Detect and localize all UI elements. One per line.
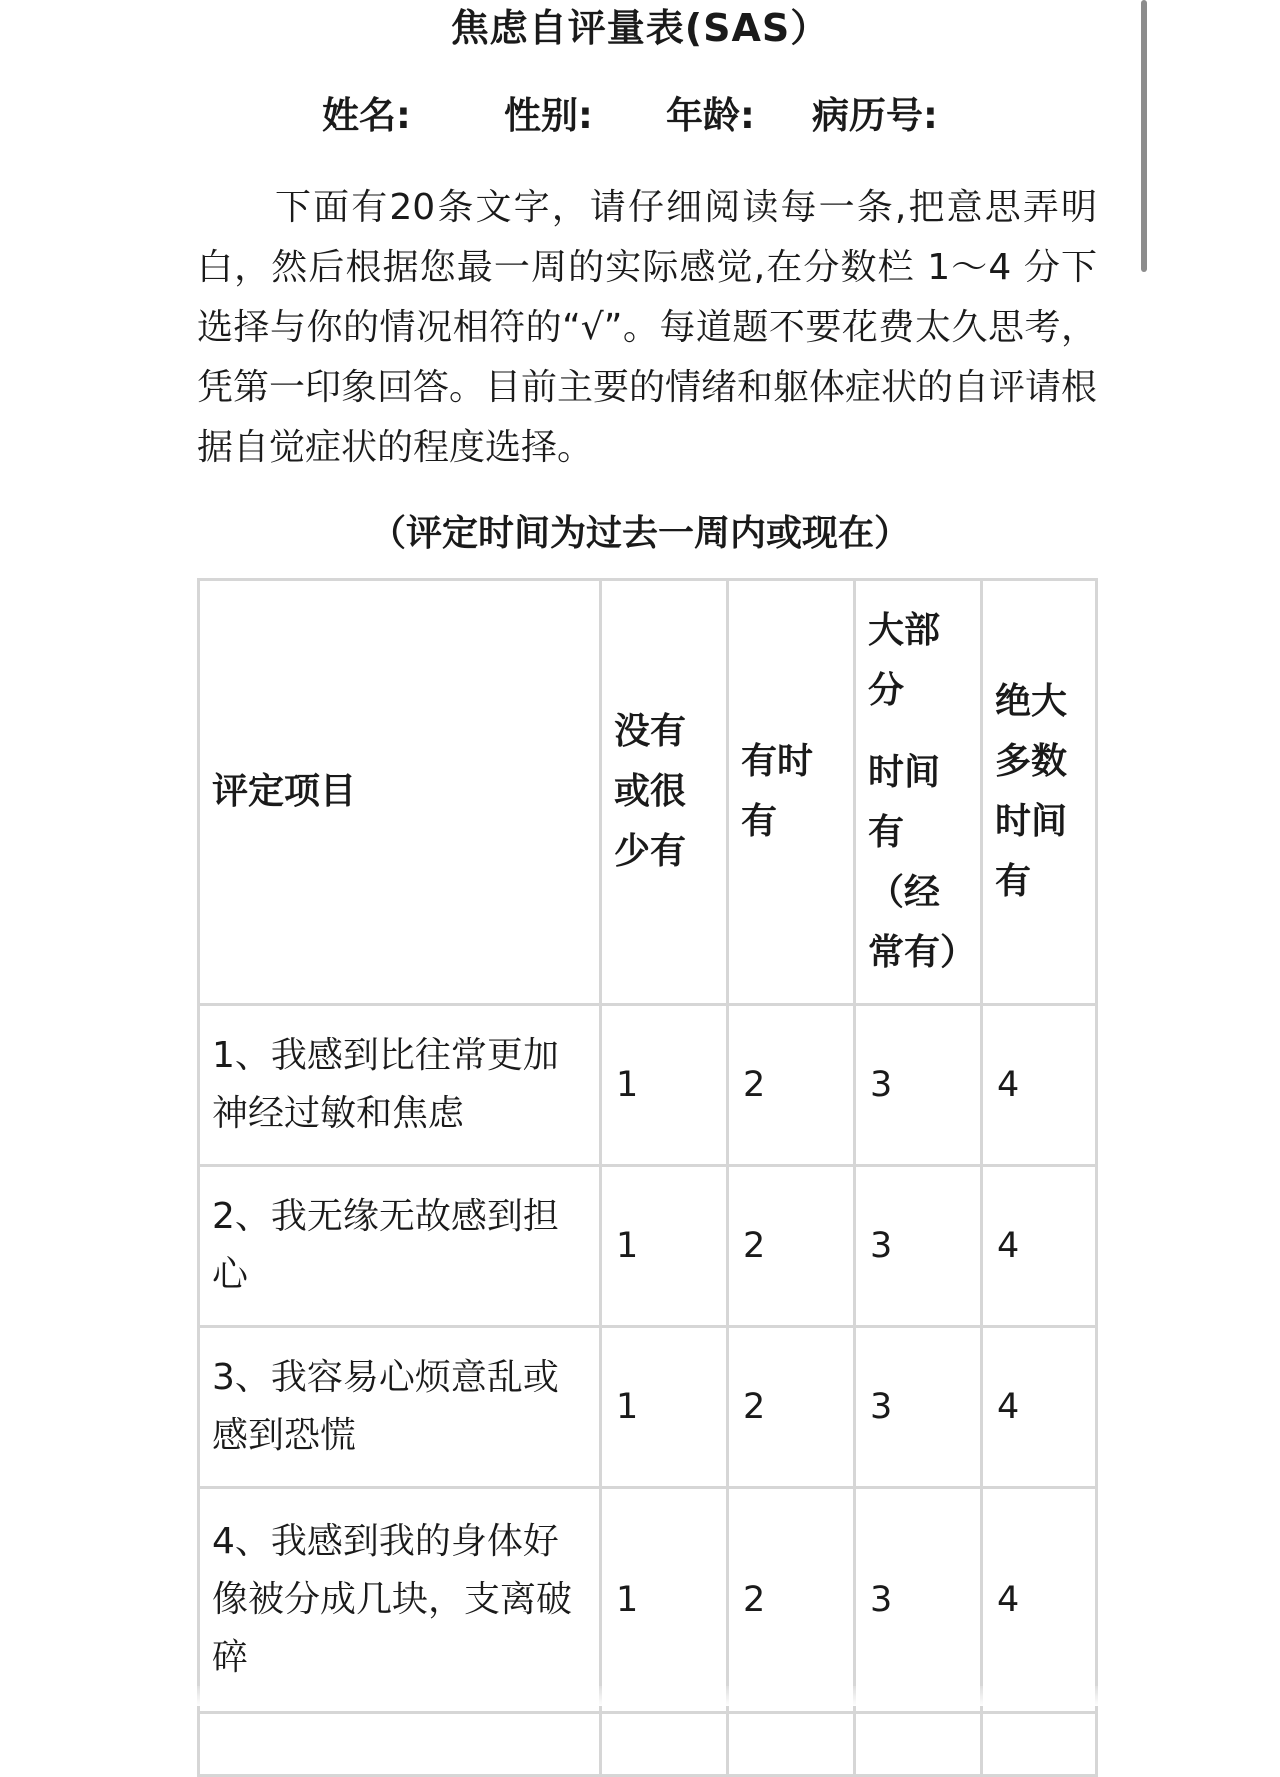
score-option-2[interactable]: 2 <box>728 1488 855 1713</box>
assessment-period-note: （评定时间为过去一周内或现在） <box>369 513 910 554</box>
table-row <box>199 1327 1097 1488</box>
item-text: 3、我容易心烦意乱或感到恐慌 <box>199 1327 601 1488</box>
score-option-3[interactable]: 3 <box>855 1488 982 1713</box>
record-number-field-label: 病历号: <box>812 94 938 137</box>
score-option-3[interactable]: 3 <box>855 1005 982 1166</box>
score-cell-partial <box>601 1713 728 1776</box>
age-field-label: 年龄: <box>666 94 755 137</box>
score-cell-partial <box>855 1713 982 1776</box>
vertical-scrollbar[interactable] <box>1141 0 1147 272</box>
header-item: 评定项目 <box>199 580 601 1005</box>
score-option-4[interactable]: 4 <box>982 1327 1097 1488</box>
score-option-1[interactable]: 1 <box>601 1005 728 1166</box>
header-none-or-rarely: 没有或很少有 <box>601 580 728 1005</box>
header-often-line2: 时间有（经常有） <box>868 752 977 973</box>
score-option-4[interactable]: 4 <box>982 1488 1097 1713</box>
score-cell-partial <box>982 1713 1097 1776</box>
table-row-partial <box>199 1713 1097 1776</box>
score-option-2[interactable]: 2 <box>728 1005 855 1166</box>
header-often-line1: 大部分 <box>868 610 941 711</box>
table-row <box>199 1166 1097 1327</box>
score-option-3[interactable]: 3 <box>855 1327 982 1488</box>
score-option-1[interactable]: 1 <box>601 1166 728 1327</box>
item-text: 4、我感到我的身体好像被分成几块，支离破碎 <box>199 1488 601 1713</box>
page-title: 焦虑自评量表(SAS） <box>450 6 830 50</box>
score-option-2[interactable]: 2 <box>728 1327 855 1488</box>
item-text: 1、我感到比往常更加神经过敏和焦虑 <box>199 1005 601 1166</box>
item-text: 2、我无缘无故感到担心 <box>199 1166 601 1327</box>
patient-info-line <box>0 88 1280 144</box>
header-sometimes: 有时有 <box>728 580 855 1005</box>
header-often <box>855 580 982 1005</box>
gender-field-label: 性别: <box>504 94 593 137</box>
score-option-1[interactable]: 1 <box>601 1488 728 1713</box>
table-row <box>199 1005 1097 1166</box>
score-option-4[interactable]: 4 <box>982 1005 1097 1166</box>
item-text-partial <box>199 1713 601 1776</box>
score-option-4[interactable]: 4 <box>982 1166 1097 1327</box>
score-option-3[interactable]: 3 <box>855 1166 982 1327</box>
name-field-label: 姓名: <box>322 94 411 137</box>
score-cell-partial <box>728 1713 855 1776</box>
header-most-of-time: 绝大多数时间有 <box>982 580 1097 1005</box>
score-option-2[interactable]: 2 <box>728 1166 855 1327</box>
sas-score-table <box>197 578 1098 1777</box>
instructions-paragraph: 下面有20条文字，请仔细阅读每一条,把意思弄明白，然后根据您最一周的实际感觉,在分数栏 1～4 分下选择与你的情况相符的“√”。每道题不要花费太久思考，凭第一印象回答。目前主要的情绪和躯体症状的自评请根据自觉症状的程度选择。 <box>197 187 1098 468</box>
table-header-row <box>199 580 1097 1005</box>
table-row <box>199 1488 1097 1713</box>
score-option-1[interactable]: 1 <box>601 1327 728 1488</box>
bottom-fade-overlay <box>0 1686 1280 1706</box>
